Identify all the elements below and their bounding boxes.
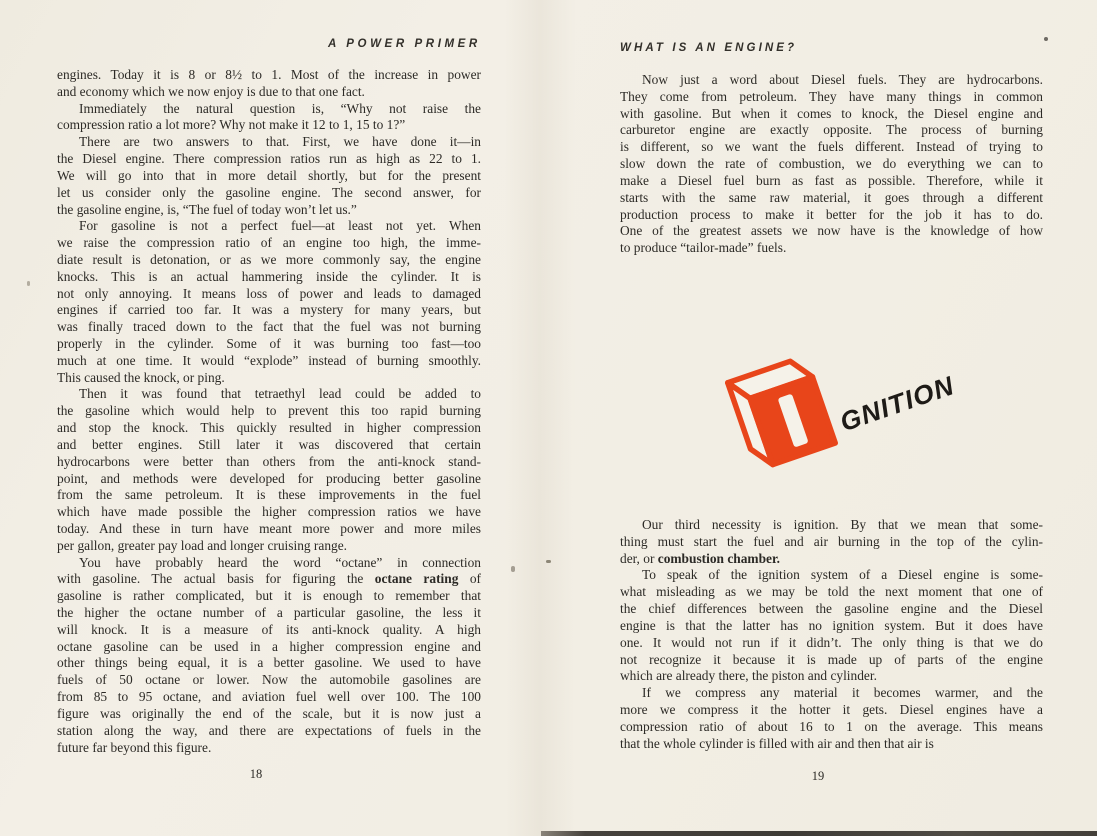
ink-speck [27,281,30,286]
text-line: from 85 to 95 octane, and aviation fuel well over 100. The 100 [57,689,481,705]
text-line: the chief differences between the gasoline engine and the Diesel [620,601,1043,617]
text-line: compression ratio of about 16 to 1 on the average. This means [620,718,1043,734]
text-line: carburetor engine are exactly opposite. The process of burning [620,122,1043,138]
text-line: more we compress it the hotter it gets. Diesel engines have a [620,701,1043,717]
left-page [0,0,547,836]
text-line: Now just a word about Diesel fuels. They are hydrocarbons. [642,72,1043,87]
text-line: today. And these in turn have meant more power and more miles [57,520,481,536]
text-line: was finally traced down to the fact that the fuel was not burning [57,319,481,335]
text-line: and better engines. Still later it was discovered that certain [57,436,481,452]
text-line: To speak of the ignition system of a Diesel engine is some- [642,567,1043,583]
text-line: from the same petroleum. It is these improvements in the fuel [57,487,481,503]
text-line: Our third necessity is ignition. By that we mean that some- [642,517,1043,532]
text-line: we raise the compression ratio of an engine too high, the imme- [57,235,481,251]
page-number-right: 19 [811,769,825,783]
text-line: station along the way, and there are expectations of fuels in the [57,722,481,738]
text-line: For gasoline is not a perfect fuel—at least not yet. When [79,218,481,234]
text-line: fuels of 50 octane or lower. Now the automobile gasolines are [57,672,481,688]
text-line: other things being equal, it is a better gasoline. We used to have [57,655,481,671]
text-line: der, or combustion chamber. [620,550,781,566]
running-header-left: A POWER PRIMER [328,38,481,50]
left-page-body-text [57,67,481,756]
text-line: starts with the same raw material, it goes through a different [620,189,1043,205]
text-line: to produce “tailor-made” fuels. [620,240,787,256]
text-line: future far beyond this figure. [57,739,212,755]
text-line: which have made possible the higher compression ratios we have [57,504,481,520]
text-line: what misleading as we may be told the next moment that one of [620,584,1043,600]
text-line: is different, so we want the fuels different. Instead of trying to [620,139,1043,155]
text-line: the Diesel engine. There compression ratios run as high as 22 to 1. [57,151,481,167]
ink-speck [546,560,551,563]
text-line: and economy which we now enjoy is due to that one fact. [57,83,365,99]
ignition-cube-icon [690,316,990,506]
text-line: engines if carried too far. It was a mystery for many years, but [57,302,481,318]
text-line: that the whole cylinder is filled with air and then that air is [620,735,934,751]
text-line: You have probably heard the word “octane” in connection [79,554,481,570]
text-line: knocks. This is an actual hammering inside the cylinder. It is [57,268,481,284]
text-line: slow down the rate of combustion, we do everything we can to [620,156,1043,172]
text-line: They come from petroleum. They have many things in common [620,88,1043,104]
text-line: engines. Today it is 8 or 8½ to 1. Most of the increase in power [57,67,481,82]
text-line: and stop the knock. This quickly resulted in higher compression [57,420,481,436]
text-line: one. It would not run if it didn’t. The only thing is that we do [620,634,1043,650]
text-line: One of the greatest assets we now have is the knowledge of how [620,223,1043,239]
ink-speck [511,566,515,572]
right-page-body-text-bottom [620,517,1043,752]
text-line: production process to make it better for the job it has to do. [620,206,1043,222]
text-line: much at one time. It would “explode” instead of burning smoothly. [57,352,481,368]
text-line: the higher the octane number of a particular gasoline, the less it [57,605,481,620]
text-line: not recognize it because it is made up of parts of the engine [620,651,1043,667]
text-line: point, and methods were developed for producing better gasoline [57,470,481,486]
text-line: If we compress any material it becomes warmer, and the [642,685,1043,701]
text-line: let us consider only the gasoline engine. The second answer, for [57,184,481,200]
text-line: Then it was found that tetraethyl lead could be added to [79,386,481,402]
running-header-right: WHAT IS AN ENGINE? [620,42,798,54]
text-line: This caused the knock, or ping. [57,369,225,385]
text-line: make a Diesel fuel burn as fast as possible. Therefore, while it [620,172,1043,188]
text-line: gasoline is rather complicated, but it is enough to remember that [57,588,481,604]
text-line: hydrocarbons were better than others from the anti-knock stand- [57,453,481,469]
book-bottom-edge [541,831,1097,836]
text-line: figure was originally the end of the scale, but it is now just a [57,705,481,721]
text-line: compression ratio a lot more? Why not make it 12 to 1, 15 to 1?” [57,117,406,133]
text-line: will knock. It is a measure of its anti-knock quality. A high [57,621,481,637]
text-line: diate result is detonation, or as we more commonly say, the engine [57,251,481,267]
text-line: There are two answers to that. First, we have done it—in [79,134,481,150]
text-line: We will go into that in more detail shortly, but for the present [57,167,481,183]
ink-speck [1044,37,1048,41]
text-line: octane gasoline can be used in a higher compression engine and [57,638,481,654]
text-line: the gasoline engine, is, “The fuel of today won’t let us.” [57,201,357,217]
text-line: Immediately the natural question is, “Why not raise the [79,100,481,116]
right-page-body-text-top [620,72,1043,257]
text-line: properly in the cylinder. Some of it was burning too fast—too [57,336,481,351]
page-number-left: 18 [249,767,263,781]
text-line: not only annoying. It means loss of power and leads to damaged [57,285,481,301]
text-line: thing must start the fuel and air burning in the top of the cylin- [620,533,1043,549]
text-line: which are already there, the piston and cylinder. [620,668,877,684]
text-line: per gallon, greater pay load and longer cruising range. [57,537,348,553]
ignition-logo-text: GNITION [836,370,959,438]
text-line: with gasoline. The actual basis for figuring the octane rating of [57,571,481,587]
text-line: with gasoline. But when it comes to knock, the Diesel engine and [620,105,1043,121]
text-line: the gasoline which would help to prevent this too rapid burning [57,403,481,419]
text-line: engine is that the latter has no ignition system. But it does have [620,617,1043,633]
